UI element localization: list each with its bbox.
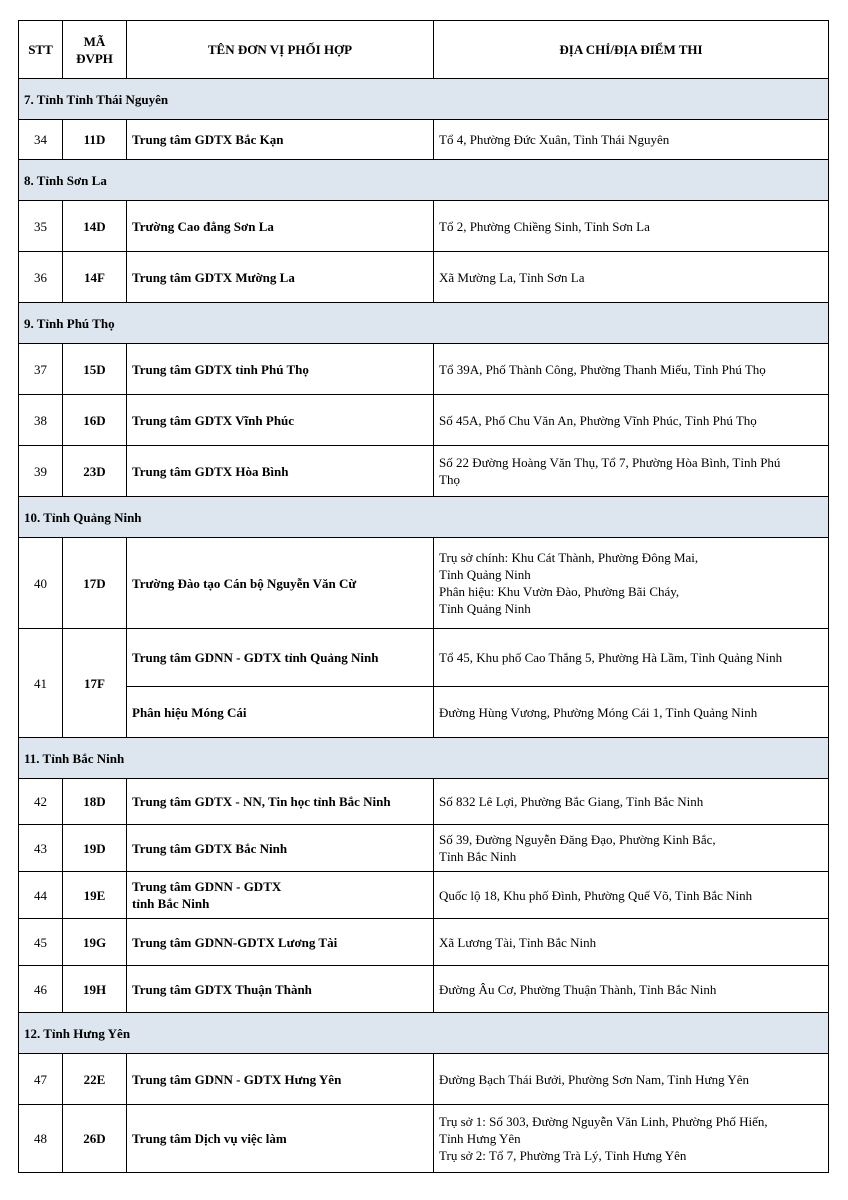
row-unit-name: Trung tâm GDTX tỉnh Phú Thọ: [127, 344, 434, 395]
row-address: Tổ 2, Phường Chiềng Sinh, Tỉnh Sơn La: [434, 201, 829, 252]
address-line: Số 39, Đường Nguyễn Đăng Đạo, Phường Kinh Bắc,: [439, 832, 716, 847]
table-row: [19, 538, 829, 629]
row-address: [434, 825, 829, 872]
row-stt: 37: [19, 344, 63, 395]
row-stt: 39: [19, 446, 63, 497]
group-title: 10. Tỉnh Quảng Ninh: [19, 497, 829, 538]
row-code: 14D: [63, 201, 127, 252]
row-stt: 36: [19, 252, 63, 303]
row-stt: 40: [19, 538, 63, 629]
table-row: [19, 872, 829, 919]
row-address: Số 45A, Phố Chu Văn An, Phường Vĩnh Phúc, Tỉnh Phú Thọ: [434, 395, 829, 446]
table-row: [19, 201, 829, 252]
group-row: [19, 497, 829, 538]
row-code: 16D: [63, 395, 127, 446]
header-code-line1: MÃ: [83, 33, 106, 49]
header-address: ĐỊA CHỈ/ĐỊA ĐIỂM THI: [434, 21, 829, 79]
row-stt: 34: [19, 120, 63, 160]
table-header-row: [19, 21, 829, 79]
row-address: [434, 1105, 829, 1173]
row-unit-name: Trung tâm Dịch vụ việc làm: [127, 1105, 434, 1173]
address-line: Trụ sở 2: Tổ 7, Phường Trà Lý, Tỉnh Hưng Yên: [439, 1148, 687, 1163]
row-code: 11D: [63, 120, 127, 160]
address-line: Số 22 Đường Hoàng Văn Thụ, Tổ 7, Phường Hòa Bình, Tỉnh Phú: [439, 455, 781, 470]
row-unit-name: Trung tâm GDTX Thuận Thành: [127, 966, 434, 1013]
group-title: 8. Tỉnh Sơn La: [19, 160, 829, 201]
row-unit-name: Trung tâm GDTX Hòa Bình: [127, 446, 434, 497]
group-row: [19, 1013, 829, 1054]
unit-name-line: Trung tâm GDNN - GDTX: [132, 879, 282, 894]
row-address: Tổ 39A, Phố Thành Công, Phường Thanh Miếu, Tỉnh Phú Thọ: [434, 344, 829, 395]
row-code: 17F: [63, 629, 127, 738]
address-line: Tỉnh Bắc Ninh: [439, 849, 517, 864]
row-unit-name: Trung tâm GDTX Vĩnh Phúc: [127, 395, 434, 446]
row-stt: 42: [19, 779, 63, 825]
row-stt: 44: [19, 872, 63, 919]
table-row: [19, 687, 829, 738]
table-row: [19, 779, 829, 825]
row-address: Đường Hùng Vương, Phường Móng Cái 1, Tỉnh Quảng Ninh: [434, 687, 829, 738]
table-row: [19, 629, 829, 687]
row-stt: 46: [19, 966, 63, 1013]
table-row: [19, 252, 829, 303]
row-code: 17D: [63, 538, 127, 629]
table-row: [19, 446, 829, 497]
header-unit: TÊN ĐƠN VỊ PHỐI HỢP: [127, 21, 434, 79]
table-row: [19, 825, 829, 872]
group-row: [19, 160, 829, 201]
address-line: Tỉnh Quảng Ninh: [439, 601, 531, 616]
row-stt: 43: [19, 825, 63, 872]
row-stt: 48: [19, 1105, 63, 1173]
row-address: Số 832 Lê Lợi, Phường Bắc Giang, Tỉnh Bắc Ninh: [434, 779, 829, 825]
row-address: Quốc lộ 18, Khu phố Đình, Phường Quế Võ, Tỉnh Bắc Ninh: [434, 872, 829, 919]
row-stt: 38: [19, 395, 63, 446]
row-code: 19H: [63, 966, 127, 1013]
row-address: Xã Lương Tài, Tỉnh Bắc Ninh: [434, 919, 829, 966]
row-code: 22E: [63, 1054, 127, 1105]
table-row: [19, 344, 829, 395]
row-address: Tổ 4, Phường Đức Xuân, Tỉnh Thái Nguyên: [434, 120, 829, 160]
row-unit-name: Trung tâm GDTX - NN, Tin học tỉnh Bắc Ninh: [127, 779, 434, 825]
group-title: 7. Tỉnh Tỉnh Thái Nguyên: [19, 79, 829, 120]
table-row: [19, 919, 829, 966]
row-address: Xã Mường La, Tỉnh Sơn La: [434, 252, 829, 303]
row-unit-name: Trung tâm GDNN-GDTX Lương Tài: [127, 919, 434, 966]
row-unit-name: Trung tâm GDTX Bắc Ninh: [127, 825, 434, 872]
exam-location-table: [18, 20, 829, 1173]
group-title: 12. Tỉnh Hưng Yên: [19, 1013, 829, 1054]
table-row: [19, 1105, 829, 1173]
table-row: [19, 395, 829, 446]
unit-name-line: tỉnh Bắc Ninh: [132, 896, 210, 911]
row-code: 14F: [63, 252, 127, 303]
address-line: Tỉnh Hưng Yên: [439, 1131, 521, 1146]
header-code-line2: ĐVPH: [76, 50, 113, 66]
row-unit-name: Trung tâm GDNN - GDTX Hưng Yên: [127, 1054, 434, 1105]
row-address: Tổ 45, Khu phố Cao Thắng 5, Phường Hà Lầm, Tỉnh Quảng Ninh: [434, 629, 829, 687]
row-unit-name: Phân hiệu Móng Cái: [127, 687, 434, 738]
row-address: Đường Âu Cơ, Phường Thuận Thành, Tỉnh Bắc Ninh: [434, 966, 829, 1013]
table-row: [19, 120, 829, 160]
row-unit-name: Trường Đào tạo Cán bộ Nguyễn Văn Cừ: [127, 538, 434, 629]
row-unit-name: Trường Cao đẳng Sơn La: [127, 201, 434, 252]
row-stt: 45: [19, 919, 63, 966]
table-row: [19, 966, 829, 1013]
row-code: 19E: [63, 872, 127, 919]
address-line: Trụ sở 1: Số 303, Đường Nguyễn Văn Linh, Phường Phố Hiến,: [439, 1114, 768, 1129]
row-code: 19G: [63, 919, 127, 966]
row-address: Đường Bạch Thái Bưởi, Phường Sơn Nam, Tỉnh Hưng Yên: [434, 1054, 829, 1105]
row-code: 26D: [63, 1105, 127, 1173]
group-row: [19, 79, 829, 120]
row-address: [434, 446, 829, 497]
header-stt: STT: [19, 21, 63, 79]
row-stt: 35: [19, 201, 63, 252]
header-code: [63, 21, 127, 79]
row-code: 15D: [63, 344, 127, 395]
address-line: Trụ sở chính: Khu Cát Thành, Phường Đông Mai,: [439, 550, 699, 565]
row-unit-name: Trung tâm GDTX Mường La: [127, 252, 434, 303]
row-unit-name: [127, 872, 434, 919]
address-line: Thọ: [439, 472, 460, 487]
group-row: [19, 303, 829, 344]
row-code: 18D: [63, 779, 127, 825]
row-unit-name: Trung tâm GDTX Bắc Kạn: [127, 120, 434, 160]
row-code: 19D: [63, 825, 127, 872]
address-line: Tỉnh Quảng Ninh: [439, 567, 531, 582]
group-row: [19, 738, 829, 779]
row-code: 23D: [63, 446, 127, 497]
group-title: 9. Tỉnh Phú Thọ: [19, 303, 829, 344]
table-row: [19, 1054, 829, 1105]
group-title: 11. Tỉnh Bắc Ninh: [19, 738, 829, 779]
row-unit-name: Trung tâm GDNN - GDTX tỉnh Quảng Ninh: [127, 629, 434, 687]
row-address: [434, 538, 829, 629]
address-line: Phân hiệu: Khu Vườn Đào, Phường Bãi Cháy,: [439, 584, 680, 599]
row-stt: 41: [19, 629, 63, 738]
row-stt: 47: [19, 1054, 63, 1105]
